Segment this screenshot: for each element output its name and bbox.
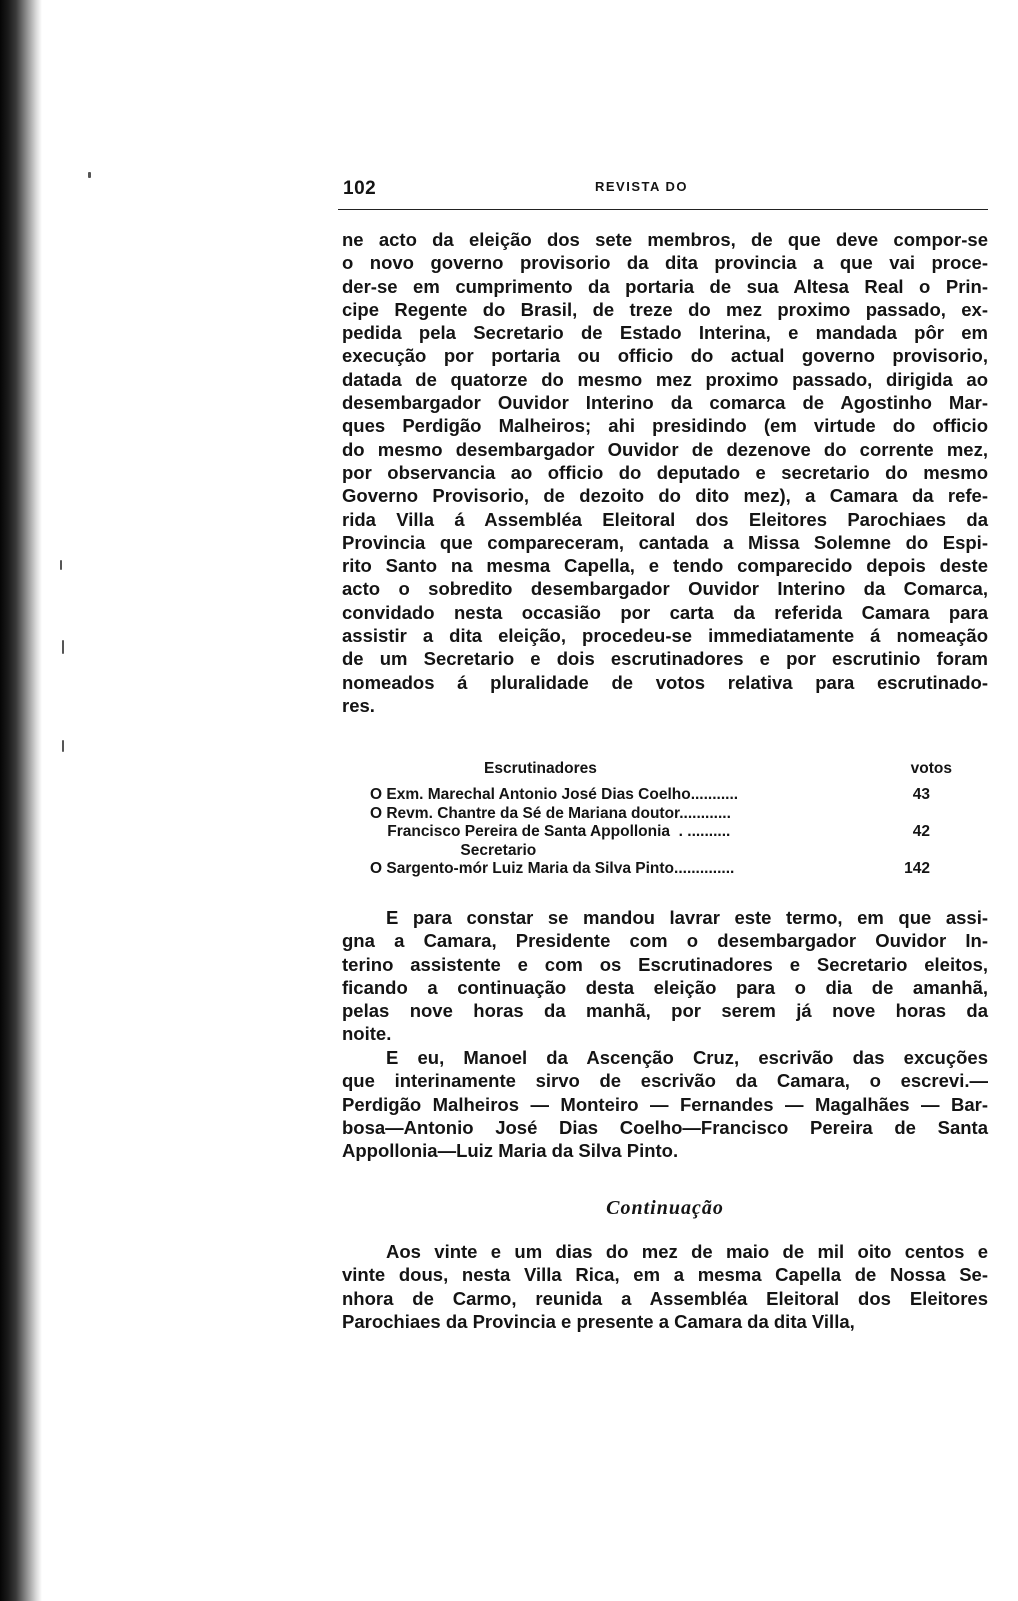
header-votos: votos xyxy=(910,760,952,777)
text-line: rida Villa á Assembléa Eleitoral dos Eleitores Parochiaes da xyxy=(342,508,988,530)
header-rule xyxy=(338,209,988,210)
text-line: pedida pela Secretario de Estado Interina, e mandada pôr em xyxy=(342,322,988,344)
text-line: bosa—Antonio José Dias Coelho—Francisco Pereira de Santa xyxy=(342,1116,988,1138)
paragraph-closing-term xyxy=(342,906,988,1046)
text-line: res. xyxy=(342,694,375,716)
text-line: ficando a continuação desta eleição para o dia de amanhã, xyxy=(342,976,988,998)
vote-table-row xyxy=(370,823,960,842)
text-line: desembargador Ouvidor Interino da comarca de Agostinho Mar- xyxy=(342,392,988,414)
text-line: cipe Regente do Brasil, de treze do mez proximo passado, ex- xyxy=(342,298,988,320)
candidate-name: Francisco Pereira de Santa Appollonia . .......... xyxy=(370,823,731,840)
candidate-name: O Revm. Chantre da Sé de Mariana doutor............ xyxy=(370,804,731,822)
text-line: Provincia que compareceram, cantada a Missa Solemne do Espi- xyxy=(342,531,988,553)
vote-table-row xyxy=(370,786,960,805)
vote-table-row xyxy=(370,805,960,824)
vote-count: 43 xyxy=(912,786,930,803)
text-line: do mesmo desembargador Ouvidor de dezenove do corrente mez, xyxy=(342,438,988,460)
text-line: Governo Provisorio, de dezoito do dito mez), a Camara da refe- xyxy=(342,485,988,507)
text-line: de um Secretario e dois escrutinadores e por escrutinio foram xyxy=(342,648,988,670)
paragraph-election-act xyxy=(342,228,988,717)
vote-table-row xyxy=(370,842,960,861)
text-line: E eu, Manoel da Ascenção Cruz, escrivão das excuções xyxy=(386,1047,988,1068)
text-line: E para constar se mandou lavrar este termo, em que assi- xyxy=(386,907,988,928)
paragraph-continuation xyxy=(342,1240,988,1333)
text-line: convidado nesta occasião por carta da referida Camara para xyxy=(342,601,988,623)
text-line: Parochiaes da Provincia e presente a Camara da dita Villa, xyxy=(342,1310,855,1332)
text-line: datada de quatorze do mesmo mez proximo passado, dirigida ao xyxy=(342,368,988,390)
margin-speck xyxy=(60,560,62,570)
vote-table xyxy=(370,760,960,879)
vote-table-header xyxy=(370,760,960,786)
margin-speck xyxy=(62,740,64,752)
text-line: Perdigão Malheiros — Monteiro — Fernandes — Magalhães — Bar- xyxy=(342,1093,988,1115)
candidate-name: O Exm. Marechal Antonio José Dias Coelho........... xyxy=(370,786,739,803)
book-spine-shadow xyxy=(0,0,42,1601)
page-number: 102 xyxy=(343,178,377,199)
text-line: Aos vinte e um dias do mez de maio de mil oito centos e xyxy=(386,1241,988,1262)
text-line: der-se em cumprimento da portaria de sua Altesa Real o Prin- xyxy=(342,275,988,297)
text-line: acto o sobredito desembargador Ouvidor Interino da Comarca, xyxy=(342,578,988,600)
section-title: Continuação xyxy=(606,1197,724,1219)
candidate-name: O Sargento-mór Luiz Maria da Silva Pinto.............. xyxy=(370,860,735,877)
text-line: o novo governo provisorio da dita provincia a que vai proce- xyxy=(342,252,988,274)
text-line: nhora de Carmo, reunida a Assembléa Eleitoral dos Eleitores xyxy=(342,1287,988,1309)
text-line: terino assistente e com os Escrutinadores e Secretario eleitos, xyxy=(342,953,988,975)
text-line: assistir a dita eleição, procedeu-se immediatamente á nomeação xyxy=(342,625,988,647)
text-line: ques Perdigão Malheiros; ahi presidindo (em virtude do officio xyxy=(342,415,988,437)
text-line: noite. xyxy=(342,1023,392,1045)
text-line: rito Santo na mesma Capella, e tendo comparecido depois deste xyxy=(342,555,988,577)
text-line: vinte dous, nesta Villa Rica, em a mesma Capella de Nossa Se- xyxy=(342,1264,988,1286)
page-header xyxy=(343,178,983,206)
text-line: ne acto da eleição dos sete membros, de que deve compor-se xyxy=(342,229,988,250)
paragraph-scribe-signatures xyxy=(342,1046,988,1162)
text-line: Appollonia—Luiz Maria da Silva Pinto. xyxy=(342,1140,679,1162)
margin-speck xyxy=(62,640,64,654)
text-line: por observancia ao officio do deputado e secretario do mesmo xyxy=(342,461,988,483)
margin-speck xyxy=(88,172,91,178)
candidate-name: Secretario xyxy=(370,841,537,859)
text-line: pelas nove horas da manhã, por serem já nove horas da xyxy=(342,1000,988,1022)
text-line: gna a Camara, Presidente com o desembargador Ouvidor In- xyxy=(342,930,988,952)
text-line: que interinamente sirvo de escrivão da Camara, o escrevi.— xyxy=(342,1070,988,1092)
vote-count: 42 xyxy=(912,823,930,840)
running-head: REVISTA DO xyxy=(595,179,689,194)
text-line: execução por portaria ou officio do actual governo provisorio, xyxy=(342,345,988,367)
header-escrutinadores: Escrutinadores xyxy=(484,760,597,777)
text-line: nomeados á pluralidade de votos relativa para escrutinado- xyxy=(342,671,988,693)
vote-count: 142 xyxy=(904,860,930,877)
vote-table-row xyxy=(370,860,960,879)
